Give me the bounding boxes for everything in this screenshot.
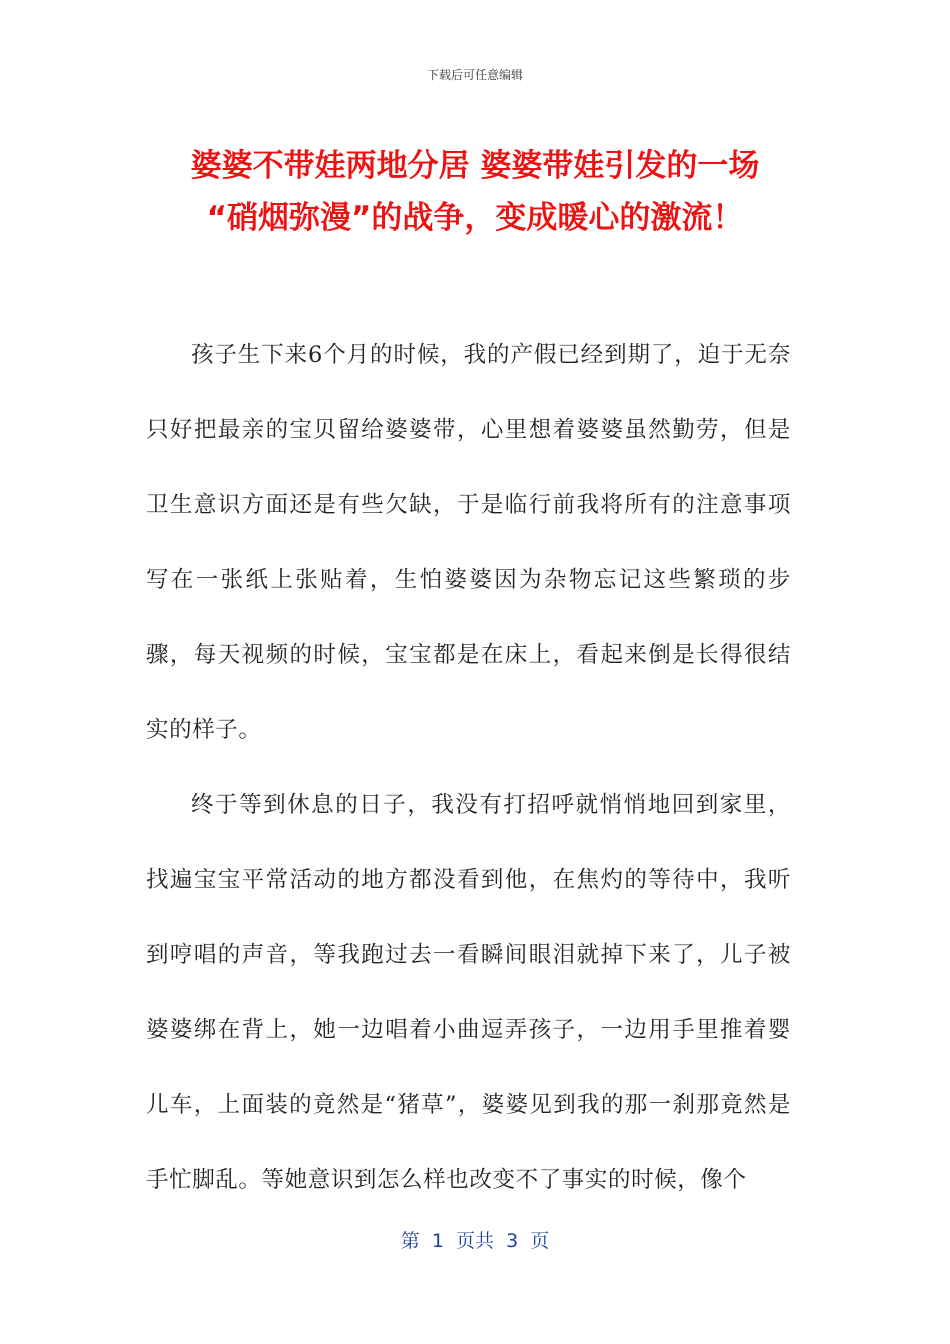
document-title [120, 140, 830, 244]
document-body [146, 318, 791, 1218]
title-line-2: “硝烟弥漫”的战争，变成暖心的激流！ [206, 200, 744, 236]
title-line-1: 婆婆不带娃两地分居 婆婆带娃引发的一场 [190, 148, 760, 184]
paragraph-1: 孩子生下来6个月的时候，我的产假已经到期了，迫于无奈只好把最亲的宝贝留给婆婆带，心里想着婆婆虽然勤劳，但是卫生意识方面还是有些欠缺，于是临行前我将所有的注意事项写在一张纸上张贴着，生怕婆婆因为杂物忘记这些繁琐的步骤，每天视频的时候，宝宝都是在床上，看起来倒是长得很结实的样子。 [146, 342, 791, 743]
page-number-footer: 第 1 页共 3 页 [400, 1230, 550, 1252]
header-note: 下载后可任意编辑 [426, 68, 523, 82]
paragraph-2: 终于等到休息的日子，我没有打招呼就悄悄地回到家里，找遍宝宝平常活动的地方都没看到他，在焦灼的等待中，我听到哼唱的声音，等我跑过去一看瞬间眼泪就掉下来了，儿子被婆婆绑在背上，她一边唱着小曲逗弄孩子，一边用手里推着婴儿车，上面装的竟然是“猪草”，婆婆见到我的那一刹那竟然是手忙脚乱。等她意识到怎么样也改变不了事实的时候，像个 [146, 792, 791, 1193]
